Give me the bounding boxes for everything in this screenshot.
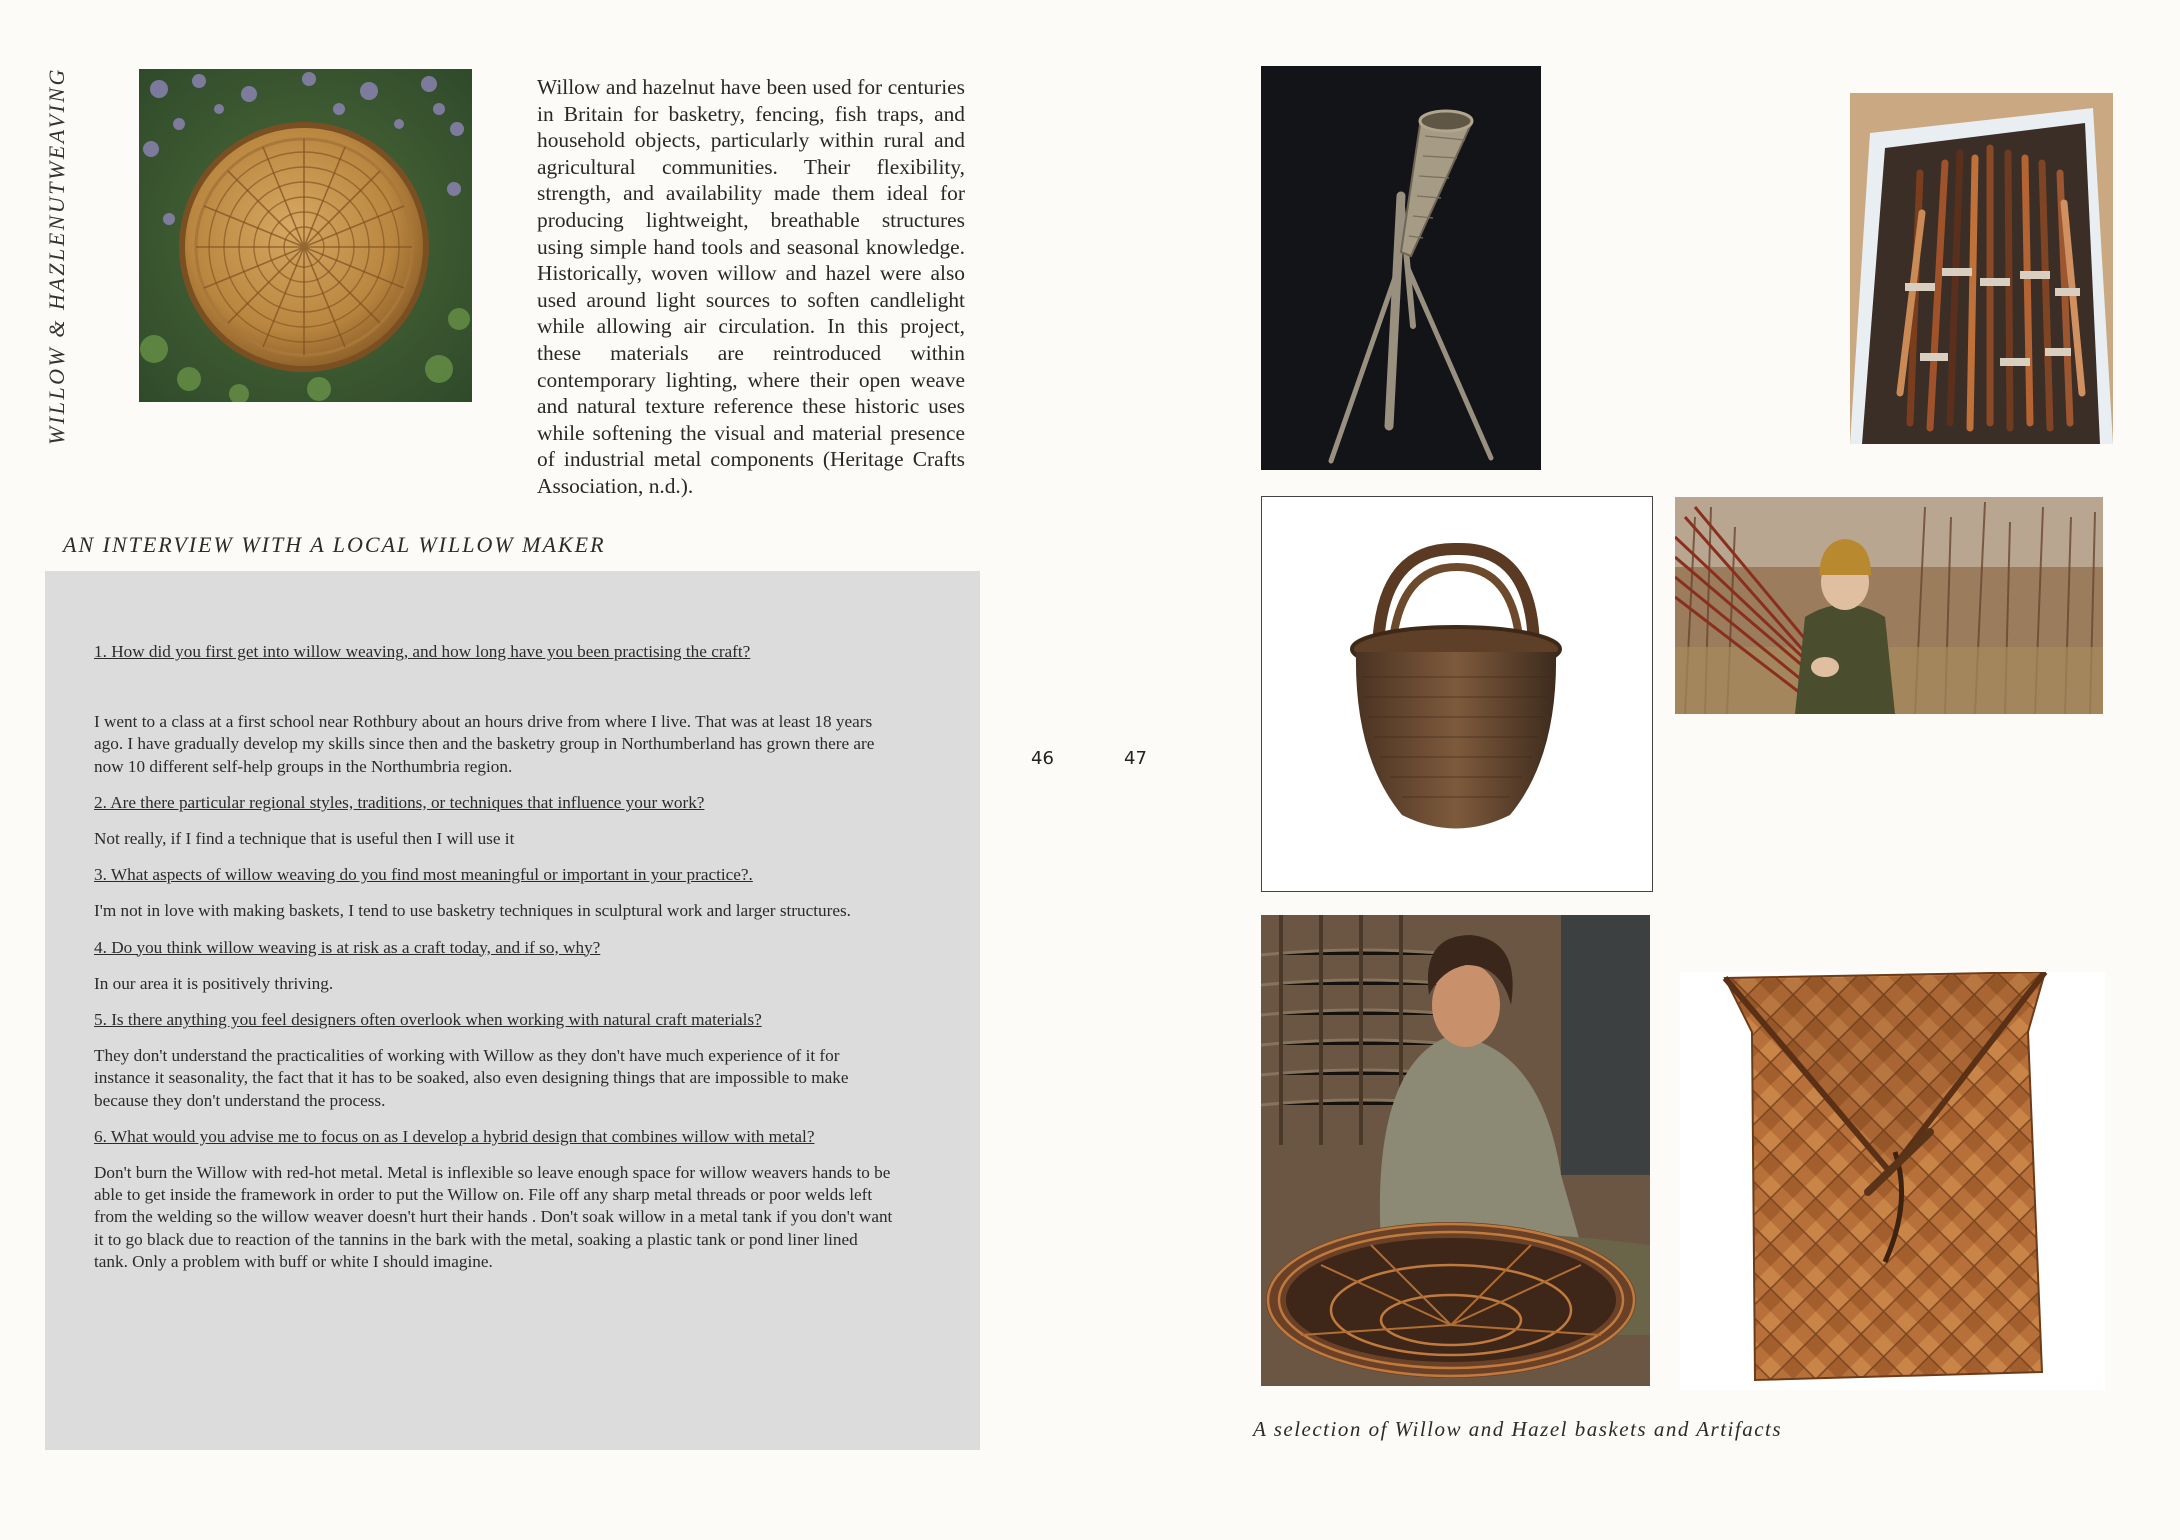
interview-answer-5: They don't understand the practicalities of working with Willow as they don't have much experience of it for instance it seasonality, the fact that it has to be soaked, also even designing things that are impossible to make because they don't understand the process. (94, 1046, 849, 1110)
interview-answer-4: In our area it is positively thriving. (94, 973, 334, 993)
willow-trap-photo (1261, 66, 1541, 470)
willow-bundles-photo (1850, 93, 2113, 444)
intro-paragraph: Willow and hazelnut have been used for centuries in Britain for basketry, fencing, fish traps, and household objects, particularly within rural and agricultural communities. Their flexibility, strength, and availability made them ideal for producing lightweight, breathable structures using simple hand tools and seasonal knowledge. Historically, woven willow and hazel were also used around light sources to soften candlelight while allowing air circulation. In this project, these materials are reintroduced within contemporary lighting, where their open weave and natural texture reference these historic uses while softening the visual and material presence of industrial metal components (Heritage Crafts Association, n.d.). (537, 75, 965, 498)
interview-question-5: 5. Is there anything you feel designers often overlook when working with natural craft materials? (94, 1010, 762, 1030)
page-number-left: 46 (1031, 748, 1054, 769)
interview-heading: AN INTERVIEW WITH A LOCAL WILLOW MAKER (63, 532, 606, 557)
interview-answer-3: I'm not in love with making baskets, I tend to use basketry techniques in sculptural work and larger structures. (94, 901, 851, 921)
photo-caption: A selection of Willow and Hazel baskets and Artifacts (1253, 1417, 1783, 1441)
interview-answer-6: Don't burn the Willow with red-hot metal. Metal is inflexible so leave enough space for willow weavers hands to be able to get inside the framework in order to put the Willow on. File off any sharp metal threads or poor welds left from the welding so the willow weaver doesn't hurt their hands . Don't soak willow in a metal tank if you don't want it to go black due to reaction of the tannins in the bark with the metal, soaking a plastic tank or pond liner lined tank. Only a problem with buff or white I should imagine. (94, 1163, 893, 1271)
interview-answer-1: I went to a class at a first school near Rothbury about an hours drive from where I live. That was at least 18 years ago. I have gradually develop my skills since then and the basketry group in Northumberland has grown there are now 10 different self-help groups in the Northumbria region. (94, 712, 875, 776)
interview-question-2: 2. Are there particular regional styles, traditions, or techniques that influence your work? (94, 792, 705, 812)
interview-panel (45, 571, 980, 1450)
interview-content (94, 641, 894, 1287)
interview-question-6: 6. What would you advise me to focus on as I develop a hybrid design that combines willow with metal? (94, 1126, 815, 1146)
woven-bark-bag-photo (1680, 972, 2105, 1390)
page-number-right: 47 (1124, 748, 1147, 769)
interview-question-4: 4. Do you think willow weaving is at risk as a craft today, and if so, why? (94, 937, 601, 957)
willow-harvest-photo (1675, 497, 2103, 714)
interview-question-1: 1. How did you first get into willow weaving, and how long have you been practising the craft? (94, 642, 751, 661)
side-title: WILLOW & HAZLENUTWEAVING (44, 67, 69, 445)
interview-question-3: 3. What aspects of willow weaving do you find most meaningful or important in your practice?. (94, 865, 753, 885)
weaving-in-progress-photo (1261, 915, 1650, 1386)
round-willow-tray-photo (139, 69, 472, 402)
handled-basket-photo (1261, 496, 1653, 892)
interview-answer-2: Not really, if I find a technique that is useful then I will use it (94, 829, 515, 849)
